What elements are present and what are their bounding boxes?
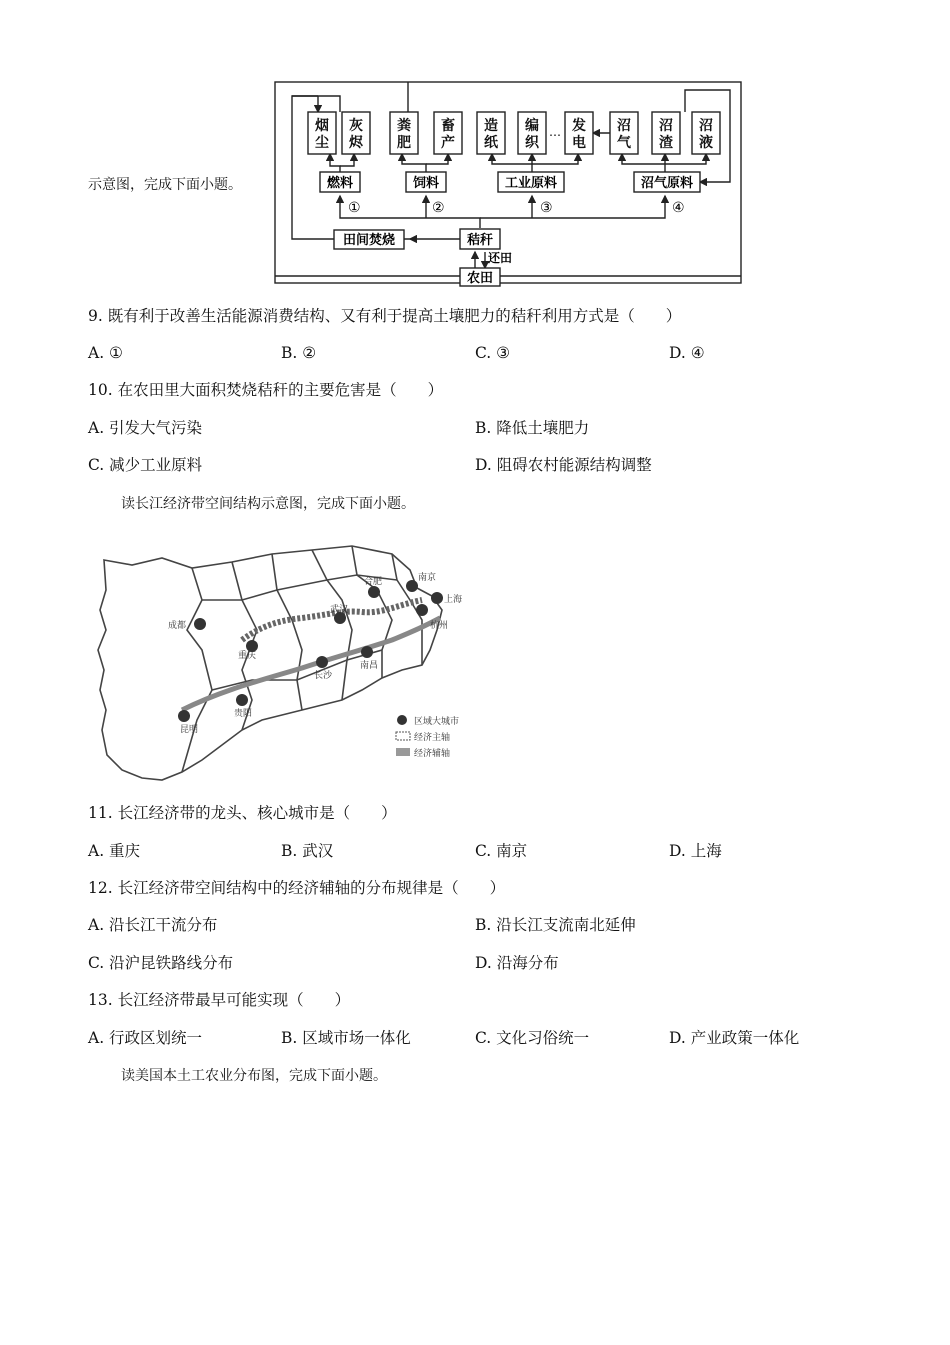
city-hangzhou: 杭州	[430, 621, 449, 631]
q11-option-c[interactable]: C. 南京	[475, 842, 528, 860]
q12-option-c[interactable]: C. 沿沪昆铁路线分布	[88, 954, 234, 972]
city-nanjing: 南京	[418, 573, 437, 583]
product-box-label: 烟尘	[315, 118, 329, 151]
q9-option-d[interactable]: D. ④	[669, 344, 705, 362]
product-box-label: 编织	[525, 118, 539, 151]
legend-city: 区域大城市	[414, 717, 460, 727]
product-box-label: 沼气	[617, 118, 631, 151]
city-guiyang: 贵阳	[234, 709, 253, 719]
city-nanchang: 南昌	[360, 661, 379, 671]
fuel-label: 燃料	[326, 176, 354, 191]
q13-option-c[interactable]: C. 文化习俗统一	[475, 1029, 590, 1047]
straw-utilization-diagram	[270, 78, 750, 290]
q11-stem: 11. 长江经济带的龙头、核心城市是（ ）	[88, 804, 397, 822]
ellipsis-text: …	[549, 125, 561, 139]
q13-option-b[interactable]: B. 区域市场一体化	[281, 1029, 411, 1047]
circle-2: ②	[432, 200, 445, 216]
q13-stem: 13. 长江经济带最早可能实现（ ）	[88, 991, 351, 1009]
economic-auxiliary-axis	[182, 618, 440, 710]
q12-option-a[interactable]: A. 沿长江干流分布	[88, 916, 218, 934]
q10-stem: 10. 在农田里大面积焚烧秸秆的主要危害是（ ）	[88, 381, 444, 399]
q10-option-a[interactable]: A. 引发大气污染	[88, 419, 203, 437]
feed-label: 饲料	[412, 176, 440, 191]
product-box-label: 粪肥	[397, 118, 411, 151]
intro-yangtze: 读长江经济带空间结构示意图，完成下面小题。	[121, 496, 415, 512]
q13-option-a[interactable]: A. 行政区划统一	[88, 1029, 203, 1047]
city-wuhan: 武汉	[330, 605, 349, 615]
q12-option-d[interactable]: D. 沿海分布	[475, 954, 559, 972]
q12-option-b[interactable]: B. 沿长江支流南北延伸	[475, 916, 636, 934]
map-legend	[396, 715, 459, 759]
yangtze-economic-belt-map	[92, 540, 482, 790]
city-chongqing: 重庆	[238, 651, 257, 661]
city-shanghai: 上海	[444, 595, 463, 605]
product-box-label: 发电	[572, 118, 586, 151]
city-chengdu: 成都	[168, 621, 187, 631]
q9-stem: 9. 既有利于改善生活能源消费结构、又有利于提高土壤肥力的秸秆利用方式是（ ）	[88, 307, 682, 325]
q11-option-a[interactable]: A. 重庆	[88, 842, 141, 860]
q10-option-d[interactable]: D. 阻碍农村能源结构调整	[475, 456, 652, 474]
circle-1: ①	[348, 200, 361, 216]
diagram-caption: 示意图，完成下面小题。	[88, 177, 242, 193]
circle-3: ③	[540, 200, 553, 216]
q9-option-a[interactable]: A. ①	[88, 344, 123, 362]
farmland-label: 农田	[466, 271, 494, 286]
straw-label: 秸秆	[466, 233, 494, 248]
city-hefei: 合肥	[364, 577, 383, 587]
field-burning-label: 田间焚烧	[342, 233, 396, 248]
legend-main-axis: 经济主轴	[414, 733, 451, 743]
intro-usa: 读美国本土工农业分布图，完成下面小题。	[121, 1068, 387, 1084]
product-box-label: 灰烬	[349, 118, 363, 151]
q11-option-d[interactable]: D. 上海	[669, 842, 722, 860]
q10-option-c[interactable]: C. 减少工业原料	[88, 456, 203, 474]
product-box-label: 沼渣	[659, 118, 673, 151]
biogas-material-label: 沼气原料	[640, 176, 694, 191]
q11-option-b[interactable]: B. 武汉	[281, 842, 334, 860]
legend-aux-axis: 经济辅轴	[414, 749, 451, 759]
q9-option-c[interactable]: C. ③	[475, 344, 511, 362]
product-box-label: 造纸	[484, 118, 498, 151]
return-field-label: 还田	[488, 251, 513, 265]
q12-stem: 12. 长江经济带空间结构中的经济辅轴的分布规律是（ ）	[88, 879, 506, 897]
city-changsha: 长沙	[314, 671, 333, 681]
product-box-label: 畜产	[441, 118, 455, 151]
q10-option-b[interactable]: B. 降低土壤肥力	[475, 419, 590, 437]
industrial-material-label: 工业原料	[504, 176, 558, 191]
circle-4: ④	[672, 200, 685, 216]
q9-option-b[interactable]: B. ②	[281, 344, 317, 362]
city-kunming: 昆明	[180, 725, 199, 735]
product-box-label: 沼液	[699, 118, 713, 151]
q13-option-d[interactable]: D. 产业政策一体化	[669, 1029, 800, 1047]
